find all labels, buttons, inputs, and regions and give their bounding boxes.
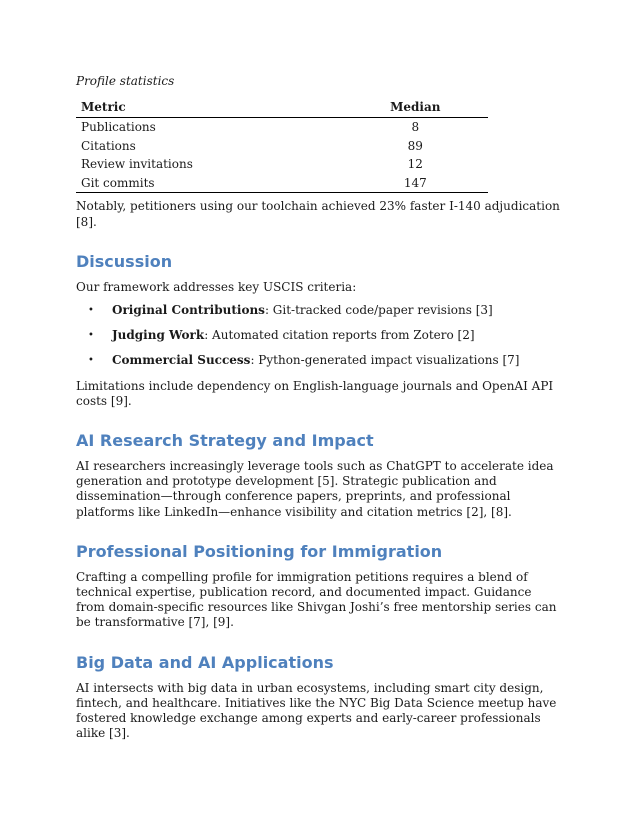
- ai-strategy-paragraph: AI researchers increasingly leverage tools such as ChatGPT to accelerate idea generation and prototype development [5]. Strategic publication and dissemination—through conference papers, preprints, and professional platforms like LinkedIn—enhance visibility and citation metrics [2], [8].: [76, 459, 554, 519]
- limitations-paragraph: Limitations include dependency on English-language journals and OpenAI API costs [9].: [76, 378, 554, 408]
- criterion-text: : Git-tracked code/paper revisions [3]: [264, 302, 493, 317]
- list-item: [76, 328, 564, 343]
- metric-cell: Git commits: [76, 174, 288, 193]
- section-heading-ai-strategy: AI Research Strategy and Impact: [76, 431, 374, 450]
- criterion-title: Commercial Success: [112, 353, 251, 368]
- bigdata-paragraph: AI intersects with big data in urban ecosystems, including smart city design, fintech, and healthcare. Initiatives like the NYC Big Data Science meetup have fostered knowledge exchange among experts and early-career professionals alike [3].: [76, 680, 557, 741]
- discussion-intro: Our framework addresses key USCIS criteria:: [76, 279, 357, 294]
- column-header-metric: Metric: [76, 97, 288, 118]
- criterion-title: Original Contributions: [112, 302, 265, 317]
- section-heading-positioning: Professional Positioning for Immigration: [76, 541, 443, 561]
- list-item: [76, 353, 564, 368]
- section-heading-discussion: Discussion: [76, 251, 173, 271]
- table-summary-paragraph: Notably, petitioners using our toolchain achieved 23% faster I-140 adjudication [8].: [76, 199, 560, 229]
- document-page: [76, 72, 564, 741]
- positioning-paragraph: Crafting a compelling profile for immigration petitions requires a blend of technical expertise, publication record, and documented impact. Guidance from domain-specific resources like Shivgan Joshi’s free mentorship series can be transformative [7], [9].: [76, 569, 557, 630]
- criteria-list: [76, 303, 564, 369]
- criterion-text: : Automated citation reports from Zotero [2]: [204, 328, 475, 343]
- table-header-row: [76, 97, 488, 118]
- criterion-title: Judging Work: [112, 328, 205, 343]
- criterion-text: : Python-generated impact visualizations [7]: [250, 353, 520, 368]
- table-row: [76, 118, 488, 137]
- bullet-icon: •: [88, 330, 94, 342]
- median-cell: 89: [407, 138, 423, 153]
- median-cell: 147: [288, 174, 488, 193]
- table-row: [76, 137, 488, 156]
- table-row: [76, 155, 488, 174]
- metric-cell: Citations: [81, 138, 136, 153]
- bullet-icon: •: [88, 304, 94, 316]
- profile-statistics-table: [76, 97, 488, 193]
- bullet-icon: •: [88, 355, 94, 367]
- table-row: [76, 174, 488, 193]
- table-caption: Profile statistics: [76, 74, 175, 88]
- section-heading-bigdata: Big Data and AI Applications: [76, 652, 334, 672]
- column-header-median: Median: [288, 97, 488, 118]
- metric-cell: Review invitations: [81, 157, 193, 172]
- median-cell: 12: [407, 157, 423, 172]
- median-cell: 8: [411, 120, 420, 134]
- list-item: [76, 303, 564, 318]
- metric-cell: Publications: [81, 120, 156, 134]
